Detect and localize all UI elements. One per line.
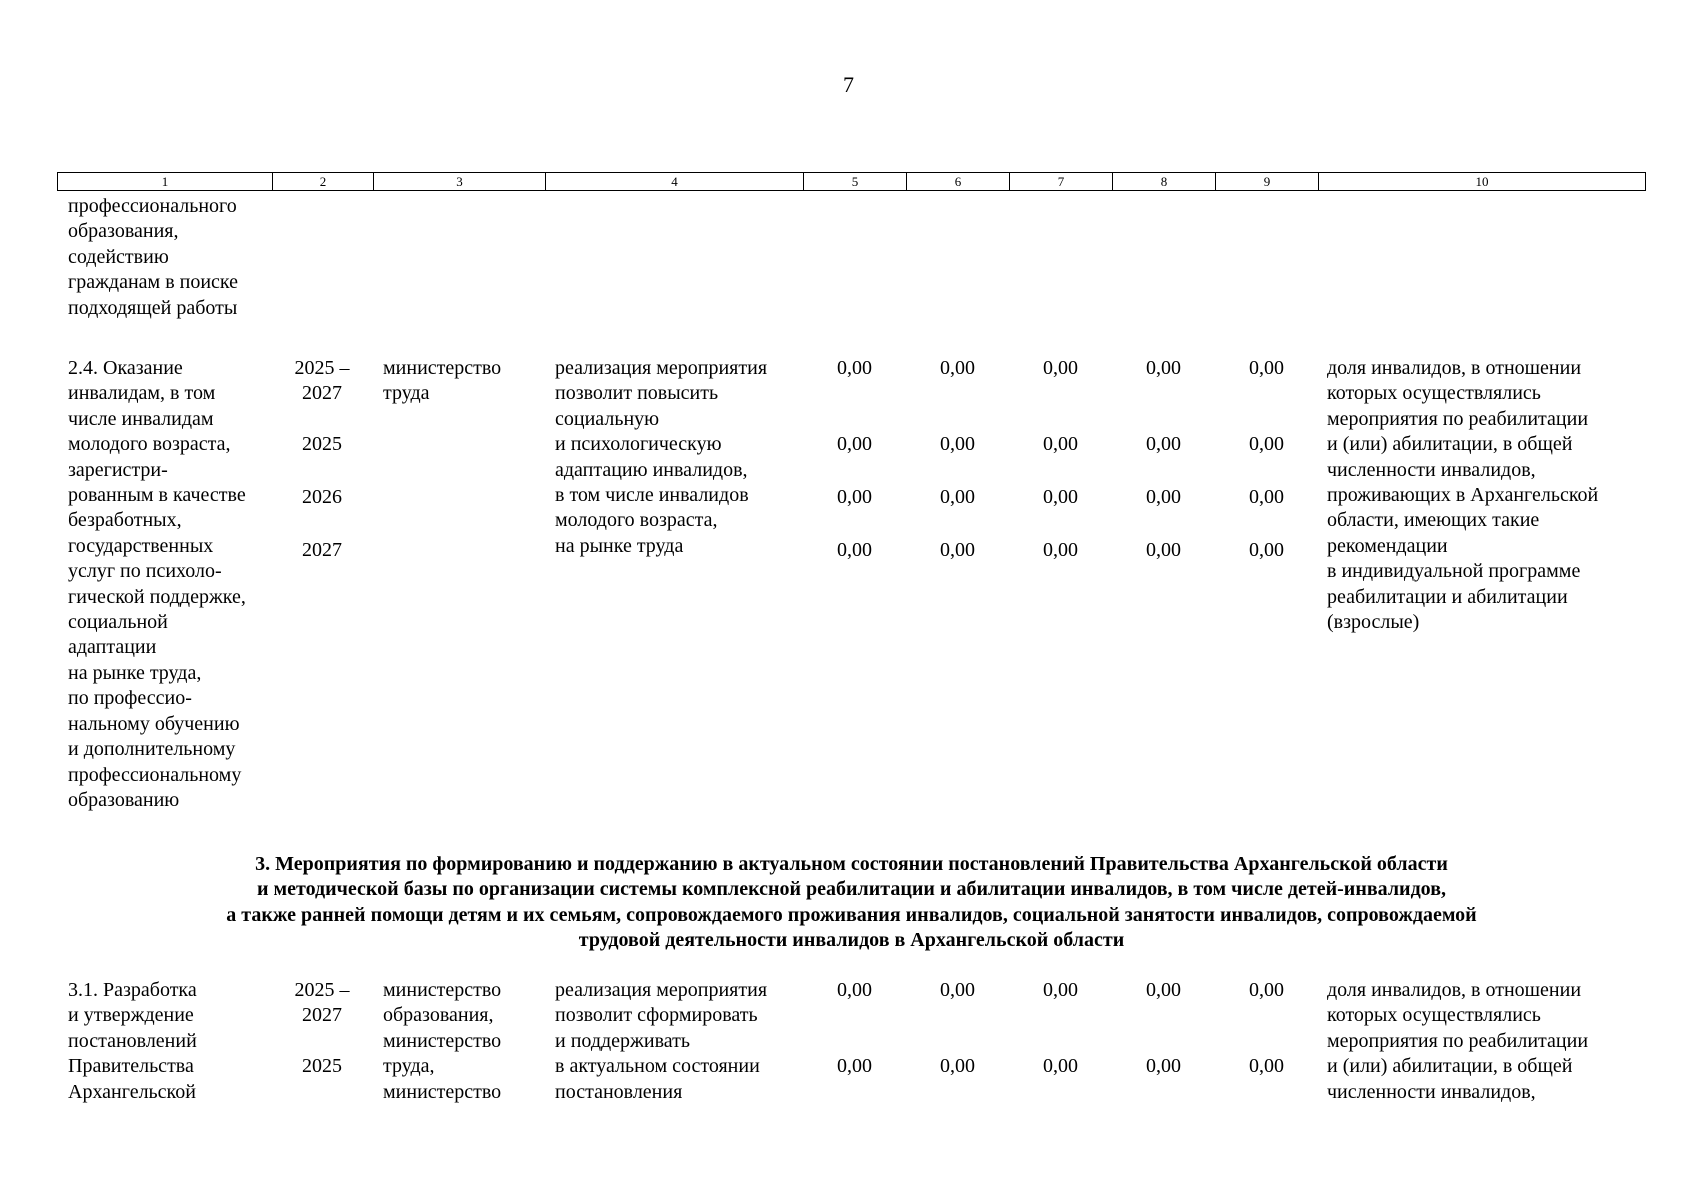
row-2-4-value: 0,00 [940,486,975,508]
row-3-1-value: 0,00 [1043,979,1078,1001]
column-header: 6 [907,173,1010,190]
row-3-1-value: 0,00 [940,1055,975,1077]
row-2-4-value: 0,00 [940,433,975,455]
row-2-4-value: 0,00 [1249,486,1284,508]
column-header: 10 [1475,174,1489,189]
row-2-4-value: 0,00 [1146,486,1181,508]
page-number: 7 [843,72,854,97]
row-3-1-value: 0,00 [837,1055,872,1077]
column-header: 5 [804,173,907,190]
column-header: 9 [1216,173,1319,190]
row-3-1-description: 3.1. Разработка и утверждение постановлений Правительства Архангельской [68,979,197,1103]
row-3-1-period: 2025 – 2027 [294,979,350,1026]
column-header: 8 [1113,173,1216,190]
row-3-1-executor: министерство образования, министерство труда, министерство [383,979,502,1103]
row-3-1-value: 0,00 [940,979,975,1001]
row-2-4-value: 0,00 [1146,433,1181,455]
row-2-4-expected-result: реализация мероприятия позволит повысить социальную и психологическую адаптацию инвалидов, в том числе инвалидов молодого возраста, на рынке труда [555,357,768,557]
continued-row-description: профессионального образования, содействию гражданам в поиске подходящей работы [68,195,239,319]
row-3-1-value: 0,00 [1146,1055,1181,1077]
column-header: 4 [546,173,804,190]
row-3-1-value: 0,00 [837,979,872,1001]
row-2-4-year: 2027 [302,539,342,561]
column-header: 1 [58,173,273,190]
row-2-4-value: 0,00 [837,539,872,561]
column-header: 3 [374,173,546,190]
row-2-4-value: 0,00 [1146,357,1181,379]
row-2-4-indicator: доля инвалидов, в отношении которых осуществлялись мероприятия по реабилитации и (или) абилитации, в общей численности инвалидов, проживающих в Архангельской области, имеющих такие рекомендации в индивидуальной программе реабилитации и абилитации (взрослые) [1327,357,1599,634]
row-2-4-description: 2.4. Оказание инвалидам, в том числе инвалидам молодого возраста, зарегистри- рованным в качестве безработных, государственных услуг по психоло- гической поддержке, социальной адаптации на рынке труда, по профессио- нальному обучению и дополнительному профессиональному образованию [68,357,246,811]
row-3-1-value: 0,00 [1146,979,1181,1001]
row-3-1-year: 2025 [302,1055,342,1077]
row-2-4-value: 0,00 [1043,357,1078,379]
row-3-1-expected-result: реализация мероприятия позволит сформировать и поддерживать в актуальном состоянии постановления [555,979,768,1103]
row-2-4-value: 0,00 [1043,539,1078,561]
row-2-4-value: 0,00 [940,539,975,561]
row-2-4-year: 2025 [302,433,342,455]
row-2-4-value: 0,00 [1043,486,1078,508]
row-2-4-value: 0,00 [837,433,872,455]
row-2-4-value: 0,00 [1043,433,1078,455]
row-2-4-value: 0,00 [1249,433,1284,455]
row-2-4-value: 0,00 [837,357,872,379]
row-2-4-value: 0,00 [837,486,872,508]
row-3-1-indicator: доля инвалидов, в отношении которых осуществлялись мероприятия по реабилитации и (или) абилитации, в общей численности инвалидов, [1327,979,1589,1103]
row-3-1-value: 0,00 [1043,1055,1078,1077]
row-3-1-value: 0,00 [1249,1055,1284,1077]
table-column-header-row [57,172,1646,191]
row-2-4-year: 2026 [302,486,342,508]
row-2-4-value: 0,00 [940,357,975,379]
column-header: 2 [273,173,374,190]
row-2-4-value: 0,00 [1249,539,1284,561]
row-2-4-value: 0,00 [1146,539,1181,561]
row-2-4-value: 0,00 [1249,357,1284,379]
column-header: 7 [1010,173,1113,190]
row-3-1-value: 0,00 [1249,979,1284,1001]
row-2-4-period: 2025 – 2027 [294,357,350,404]
row-2-4-executor: министерство труда [383,357,502,405]
section-3-title: 3. Мероприятия по формированию и поддержанию в актуальном состоянии постановлений Правительства Архангельской области и методической базы по организации системы комплексной реабилитации и абилитации инвалидов, в том числе детей-инвалидов, а также ранней помощи детям и их семьям, сопровождаемого проживания инвалидов, социальной занятости инвалидов, сопровождаемой трудовой деятельности инвалидов в Архангельской области [226,853,1477,952]
